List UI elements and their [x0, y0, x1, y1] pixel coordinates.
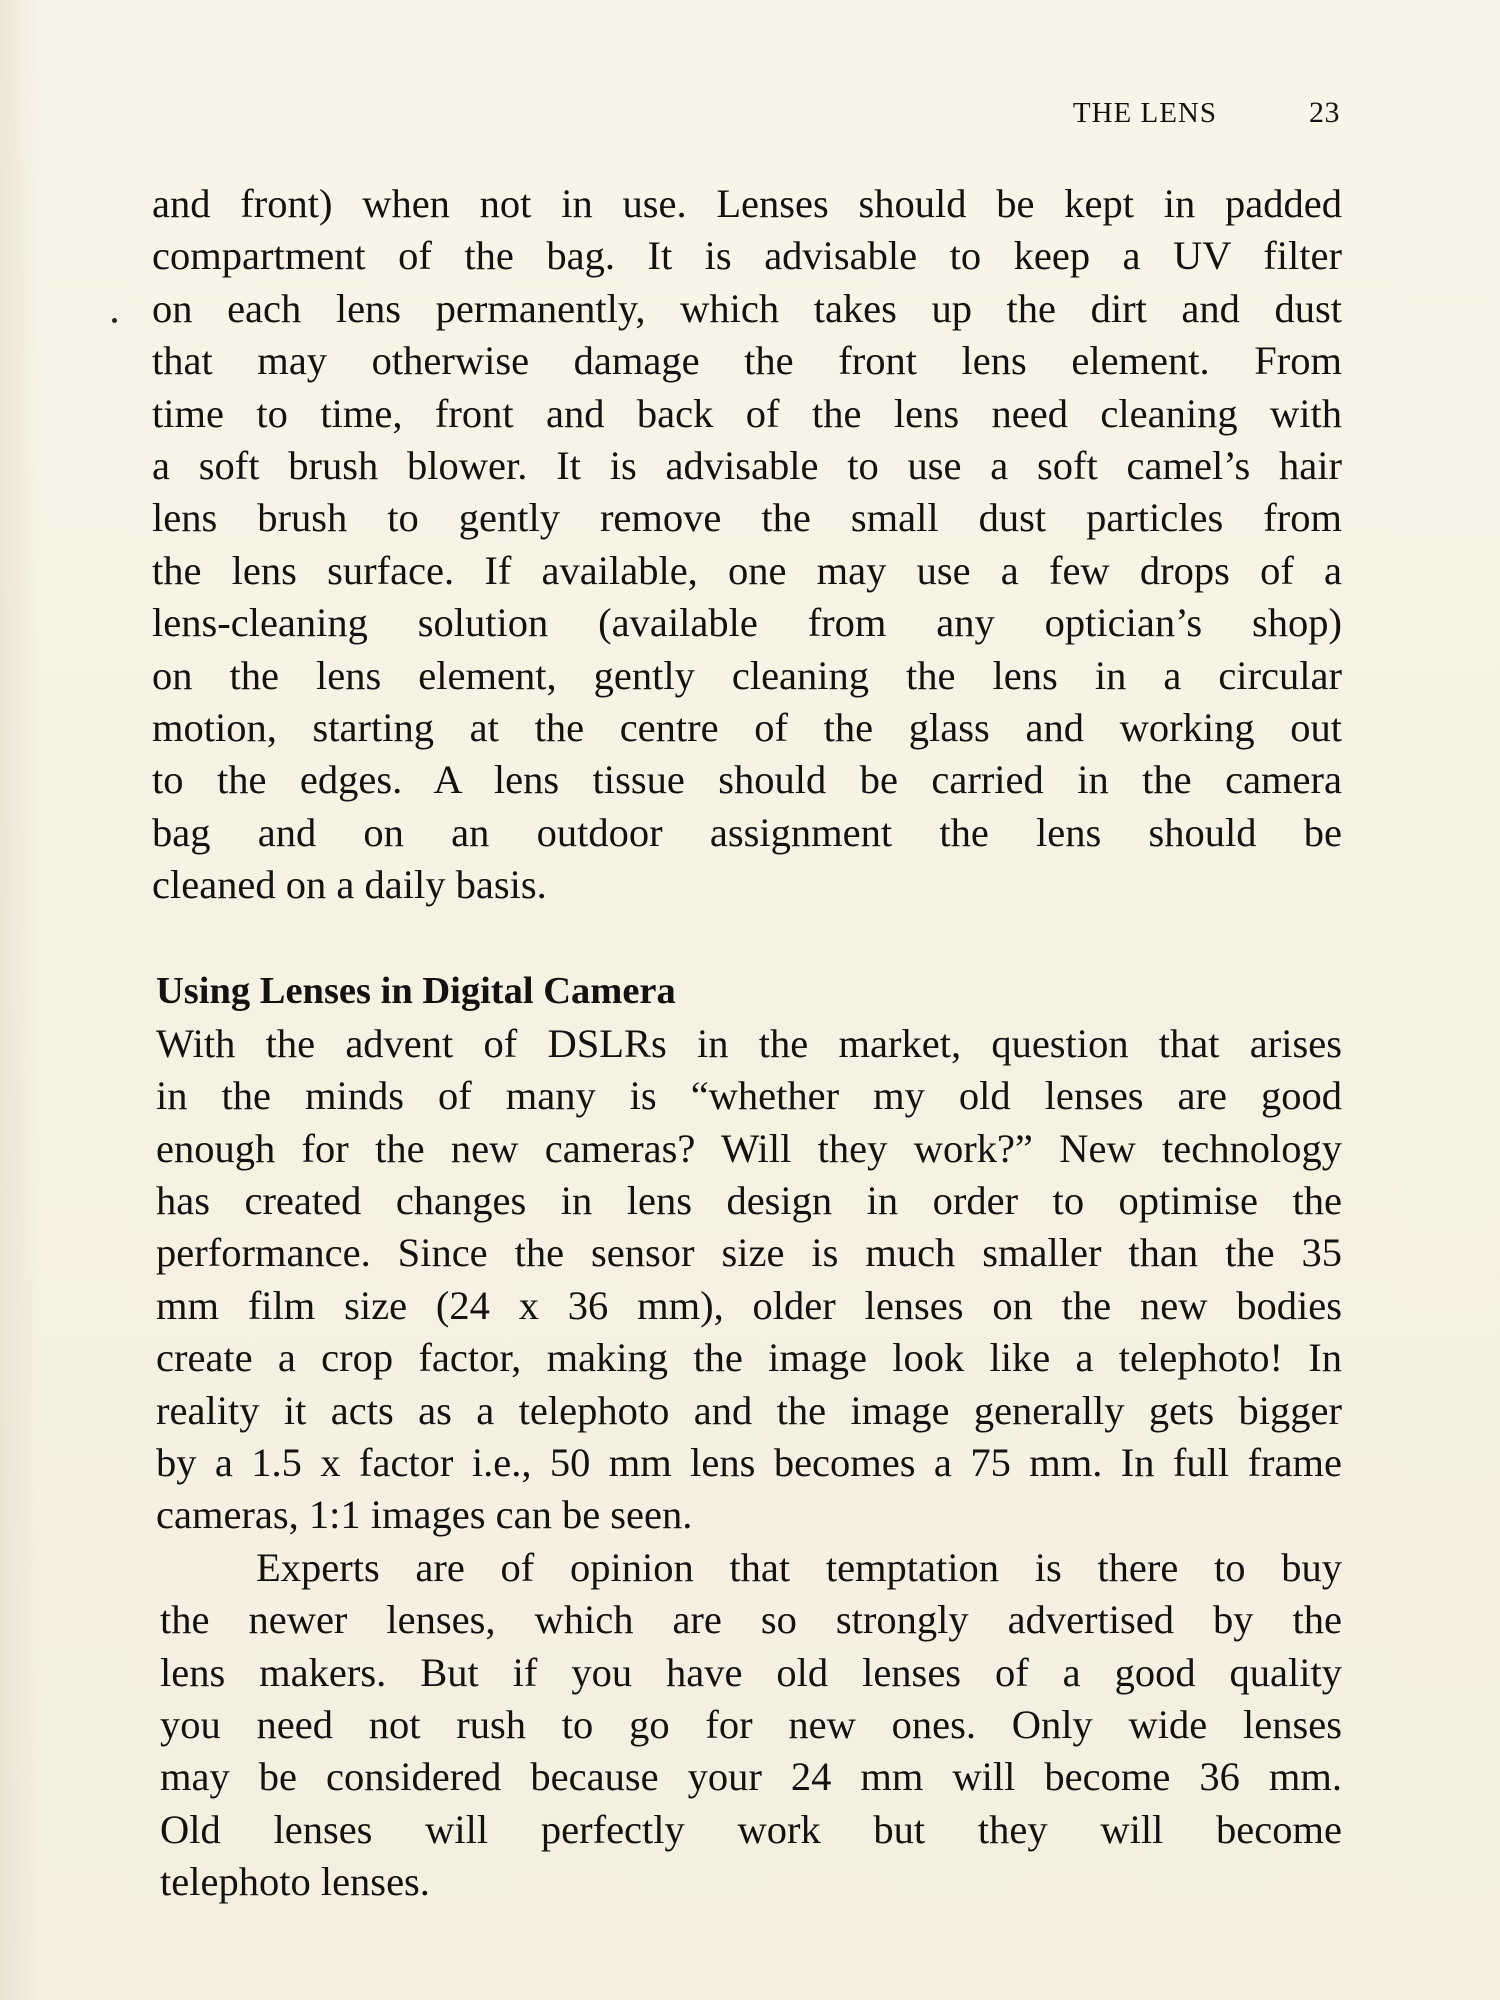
- paragraph-expert-opinion: [160, 1542, 1342, 1909]
- page-body: [152, 178, 1342, 1909]
- section-heading: Using Lenses in Digital Camera: [156, 969, 676, 1012]
- text-line: Old lenses will perfectly work but they will become: [160, 1806, 1342, 1852]
- text-line: you need not rush to go for new ones. Only wide lenses: [160, 1701, 1342, 1747]
- page-edge-shadow: [0, 0, 40, 2000]
- text-line: may be considered because your 24 mm will become 36 mm.: [160, 1754, 1342, 1800]
- text-line: enough for the new cameras? Will they work?” New technology: [156, 1125, 1342, 1171]
- text-line: With the advent of DSLRs in the market, question that arises: [156, 1020, 1342, 1066]
- running-header: [1073, 96, 1340, 130]
- text-line: lens-cleaning solution (available from any optician’s shop): [152, 600, 1342, 646]
- text-line: and front) when not in use. Lenses should be kept in padded: [152, 181, 1342, 226]
- text-line: reality it acts as a telephoto and the image generally gets bigger: [156, 1387, 1342, 1433]
- text-line: on each lens permanently, which takes up the dirt and dust: [152, 285, 1342, 331]
- running-title: THE LENS: [1072, 97, 1217, 129]
- text-line: performance. Since the sensor size is much smaller than the 35: [156, 1230, 1342, 1276]
- text-line: create a crop factor, making the image look like a telephoto! In: [156, 1335, 1342, 1381]
- text-line: lens brush to gently remove the small dust particles from: [152, 495, 1342, 541]
- text-line: mm film size (24 x 36 mm), older lenses on the new bodies: [156, 1282, 1342, 1328]
- text-line: the newer lenses, which are so strongly advertised by the: [160, 1597, 1342, 1643]
- text-line: motion, starting at the centre of the glass and working out: [152, 705, 1342, 751]
- text-line: has created changes in lens design in order to optimise the: [156, 1177, 1342, 1223]
- text-line: time to time, front and back of the lens need cleaning with: [152, 390, 1342, 436]
- text-line: a soft brush blower. It is advisable to use a soft camel’s hair: [152, 443, 1342, 489]
- text-line: compartment of the bag. It is advisable to keep a UV filter: [152, 233, 1342, 279]
- text-line: to the edges. A lens tissue should be carried in the camera: [152, 757, 1342, 803]
- page-number: 23: [1309, 96, 1340, 129]
- text-line: telephoto lenses.: [160, 1859, 430, 1905]
- stray-mark: [112, 318, 117, 323]
- text-line: bag and on an outdoor assignment the lens should be: [152, 809, 1342, 855]
- text-line: cleaned on a daily basis.: [152, 862, 547, 908]
- text-line: Experts are of opinion that temptation is there to buy: [256, 1544, 1342, 1590]
- text-line: lens makers. But if you have old lenses of a good quality: [160, 1649, 1342, 1695]
- paragraph-digital-lenses: [156, 1018, 1342, 1542]
- text-line: on the lens element, gently cleaning the lens in a circular: [152, 652, 1342, 698]
- text-line: that may otherwise damage the front lens element. From: [152, 338, 1342, 384]
- text-line: the lens surface. If available, one may use a few drops of a: [152, 547, 1342, 593]
- text-line: cameras, 1:1 images can be seen.: [156, 1492, 693, 1538]
- text-line: in the minds of many is “whether my old lenses are good: [156, 1073, 1342, 1119]
- paragraph-lens-care: [152, 178, 1342, 912]
- text-line: by a 1.5 x factor i.e., 50 mm lens becomes a 75 mm. In full frame: [156, 1439, 1342, 1485]
